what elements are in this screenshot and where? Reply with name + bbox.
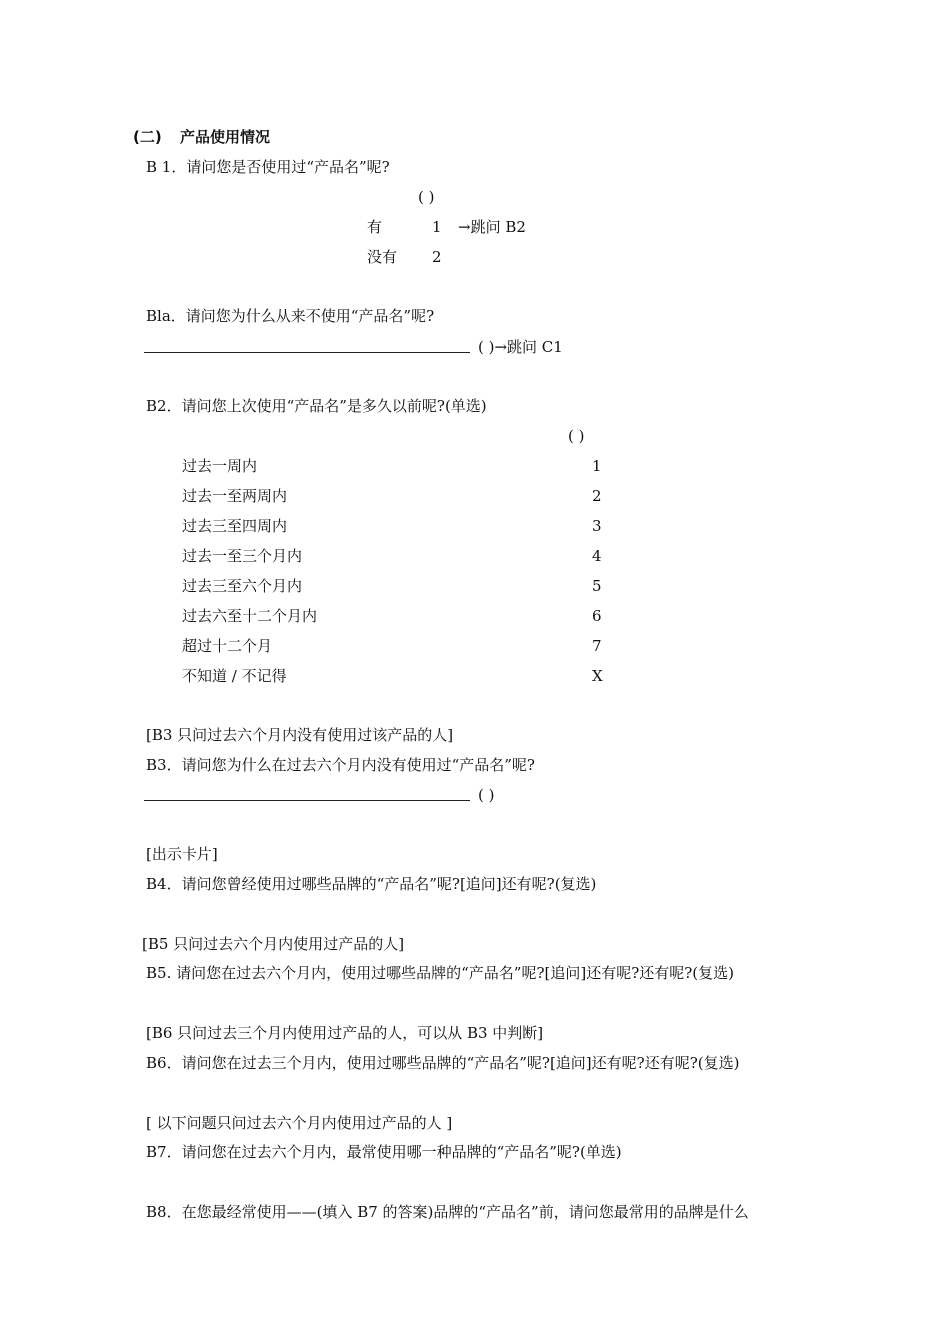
- option-code: 2: [432, 248, 442, 266]
- option-label: 不知道 / 不记得: [182, 667, 287, 685]
- question-b4: B4．请问您曾经使用过哪些品牌的“产品名”呢?[追问]还有呢?(复选): [146, 875, 597, 893]
- question-b1: B 1．请问您是否使用过“产品名”呢?: [146, 158, 390, 176]
- section-title: 产品使用情况: [180, 128, 271, 146]
- option-code: 1: [432, 218, 442, 236]
- question-b2: B2．请问您上次使用“产品名”是多久以前呢?(单选): [146, 397, 487, 415]
- option-label: 超过十二个月: [182, 637, 273, 655]
- option-code: 2: [592, 487, 602, 505]
- instruction-b7: [ 以下问题只问过去六个月内使用过产品的人 ]: [146, 1114, 453, 1132]
- question-b3: B3．请问您为什么在过去六个月内没有使用过“产品名”呢?: [146, 756, 535, 774]
- option-code: 3: [592, 517, 602, 535]
- option-code: 1: [592, 457, 602, 475]
- option-label: 没有: [367, 248, 398, 266]
- option-code: 4: [592, 547, 602, 565]
- option-jump: →跳问 B2: [458, 218, 526, 236]
- answer-paren-b1: ( ): [418, 188, 435, 206]
- option-label: 过去一周内: [182, 457, 258, 475]
- option-code: 5: [592, 577, 602, 595]
- option-label: 过去三至六个月内: [182, 577, 303, 595]
- option-label: 过去六至十二个月内: [182, 607, 318, 625]
- instruction-b4: [出示卡片]: [146, 845, 218, 863]
- instruction-b5: [B5 只问过去六个月内使用过产品的人]: [142, 935, 405, 953]
- option-code: X: [592, 667, 603, 685]
- answer-paren-b2: ( ): [568, 427, 585, 445]
- instruction-b6: [B6 只问过去三个月内使用过产品的人，可以从 B3 中判断]: [146, 1024, 544, 1042]
- option-label: 有: [367, 218, 383, 236]
- question-b5: B5. 请问您在过去六个月内，使用过哪些品牌的“产品名”呢?[追问]还有呢?还有呢?(复选): [146, 964, 734, 982]
- answer-line-b3[interactable]: [144, 800, 470, 801]
- section-number: (二): [133, 128, 162, 146]
- question-b7: B7．请问您在过去六个月内，最常使用哪一种品牌的“产品名”呢?(单选): [146, 1143, 622, 1161]
- option-label: 过去一至两周内: [182, 487, 288, 505]
- option-code: 7: [592, 637, 602, 655]
- answer-suffix-b1a: ( )→跳问 C1: [478, 338, 563, 356]
- question-b6: B6．请问您在过去三个月内，使用过哪些品牌的“产品名”呢?[追问]还有呢?还有呢?(复选): [146, 1054, 740, 1072]
- answer-line-b1a[interactable]: [144, 352, 470, 353]
- instruction-b3: [B3 只问过去六个月内没有使用过该产品的人]: [146, 726, 454, 744]
- option-code: 6: [592, 607, 602, 625]
- question-b8: B8．在您最经常使用——(填入 B7 的答案)品牌的“产品名”前，请问您最常用的品牌是什么: [146, 1203, 749, 1221]
- answer-suffix-b3: ( ): [478, 786, 495, 804]
- option-label: 过去三至四周内: [182, 517, 288, 535]
- option-label: 过去一至三个月内: [182, 547, 303, 565]
- question-b1a: Bla．请问您为什么从来不使用“产品名”呢?: [146, 307, 435, 325]
